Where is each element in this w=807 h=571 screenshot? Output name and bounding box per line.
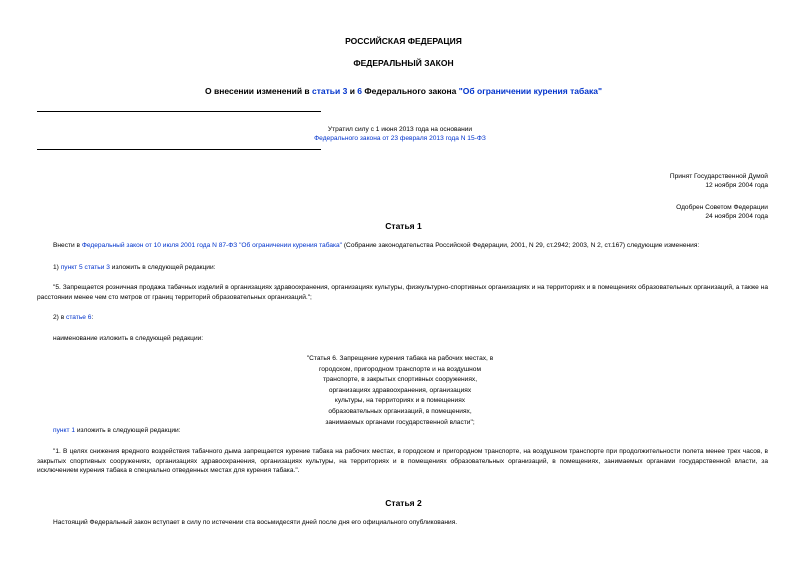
article-2-text: Настоящий Федеральный закон вступает в силу по истечении ста восьмидесяти дней после дня его официального опубликования. [53, 519, 458, 526]
quote-line: образовательных организаций, в помещениях, [328, 407, 472, 415]
title-link-law[interactable]: "Об ограничении курения табака" [458, 86, 602, 96]
title-middle: Федерального закона [362, 86, 459, 96]
item-2-suffix: : [91, 314, 94, 321]
quote-line: организациях здравоохранения, организациях [328, 386, 472, 394]
divider-top [37, 111, 321, 112]
intro-prefix: Внести в [53, 242, 82, 249]
point-1-suffix: изложить в следующей редакции: [75, 427, 181, 434]
expired-note-line1: Утратил силу с 1 июня 2013 года на основании [327, 126, 473, 133]
divider-bottom [37, 149, 321, 150]
expired-note-block [260, 134, 540, 143]
article-1-intro [37, 241, 768, 251]
duma-adopted-label: Принят Государственной Думой [669, 173, 768, 180]
item-1-quote: "5. Запрещается розничная продажа табачных изделий в организациях здравоохранения, организациях культуры, физкультурно-спортивных организациях и на территориях и в помещениях образовательных организаций, а также на расстоянии менее чем сто метров от границ территорий образовательных организаций."; [37, 284, 768, 301]
quote-line: "Статья 6. Запрещение курения табака на рабочих местах, в [306, 355, 494, 362]
article-6-title-quote [250, 354, 550, 428]
item-2 [37, 313, 768, 323]
point-1-instruction [37, 426, 768, 436]
item-1-link[interactable]: пункт 5 статьи 3 [60, 264, 110, 271]
law-title [0, 86, 807, 96]
quote-line: занимаемых органами государственной власти"; [325, 418, 475, 426]
point-1-link[interactable]: пункт 1 [53, 427, 75, 434]
expired-note-law-link[interactable]: Федерального закона от 23 февраля 2013 года N 15-ФЗ [314, 135, 486, 142]
title-and: и [347, 86, 358, 96]
quote-line: городском, пригородном транспорте и на воздушном [319, 365, 481, 373]
title-link-article-6[interactable]: 6 [357, 86, 363, 96]
intro-law-link[interactable]: Федеральный закон от 10 июля 2001 года N 87-ФЗ "Об ограничении курения табака" [81, 242, 343, 249]
council-approved-date: 24 ноября 2004 года [705, 213, 768, 220]
quote-line: транспорте, в закрытых спортивных сооружениях, [322, 376, 478, 384]
title-link-article-3[interactable]: статьи 3 [312, 86, 348, 96]
law-type-heading: ФЕДЕРАЛЬНЫЙ ЗАКОН [353, 58, 454, 68]
title-prefix: О внесении изменений в [205, 86, 313, 96]
article-2-heading: Статья 2 [385, 498, 422, 508]
item-1 [37, 263, 768, 273]
council-approved-label: Одобрен Советом Федерации [676, 204, 768, 211]
name-instruction: наименование изложить в следующей редакции: [53, 335, 204, 342]
duma-adopted-date: 12 ноября 2004 года [705, 182, 768, 189]
item-2-link[interactable]: статье 6 [66, 314, 92, 321]
point-1-quote: "1. В целях снижения вредного воздействия табачного дыма запрещается курение табака на рабочих местах, в городском и пригородном транспорте, на воздушном транспорте при продолжительности полета менее трех часов, в закрытых спортивных сооружениях, организациях здравоохранения, организациях культуры, на территориях и в помещениях образовательных организаций, в помещениях, занимаемых органами государственной власти, за исключением курения табака в специально отведенных местах для курения табака.". [37, 448, 768, 475]
item-1-suffix: изложить в следующей редакции: [109, 264, 216, 271]
article-1-heading: Статья 1 [385, 221, 422, 231]
item-2-prefix: 2) в [53, 314, 67, 321]
quote-line: культуры, на территориях и в помещениях [334, 397, 466, 405]
country-heading: РОССИЙСКАЯ ФЕДЕРАЦИЯ [345, 36, 462, 46]
intro-suffix: (Собрание законодательства Российской Федерации, 2001, N 29, ст.2942; 2003, N 2, ст.167) следующие изменения: [342, 242, 700, 249]
item-1-prefix: 1) [53, 264, 61, 271]
